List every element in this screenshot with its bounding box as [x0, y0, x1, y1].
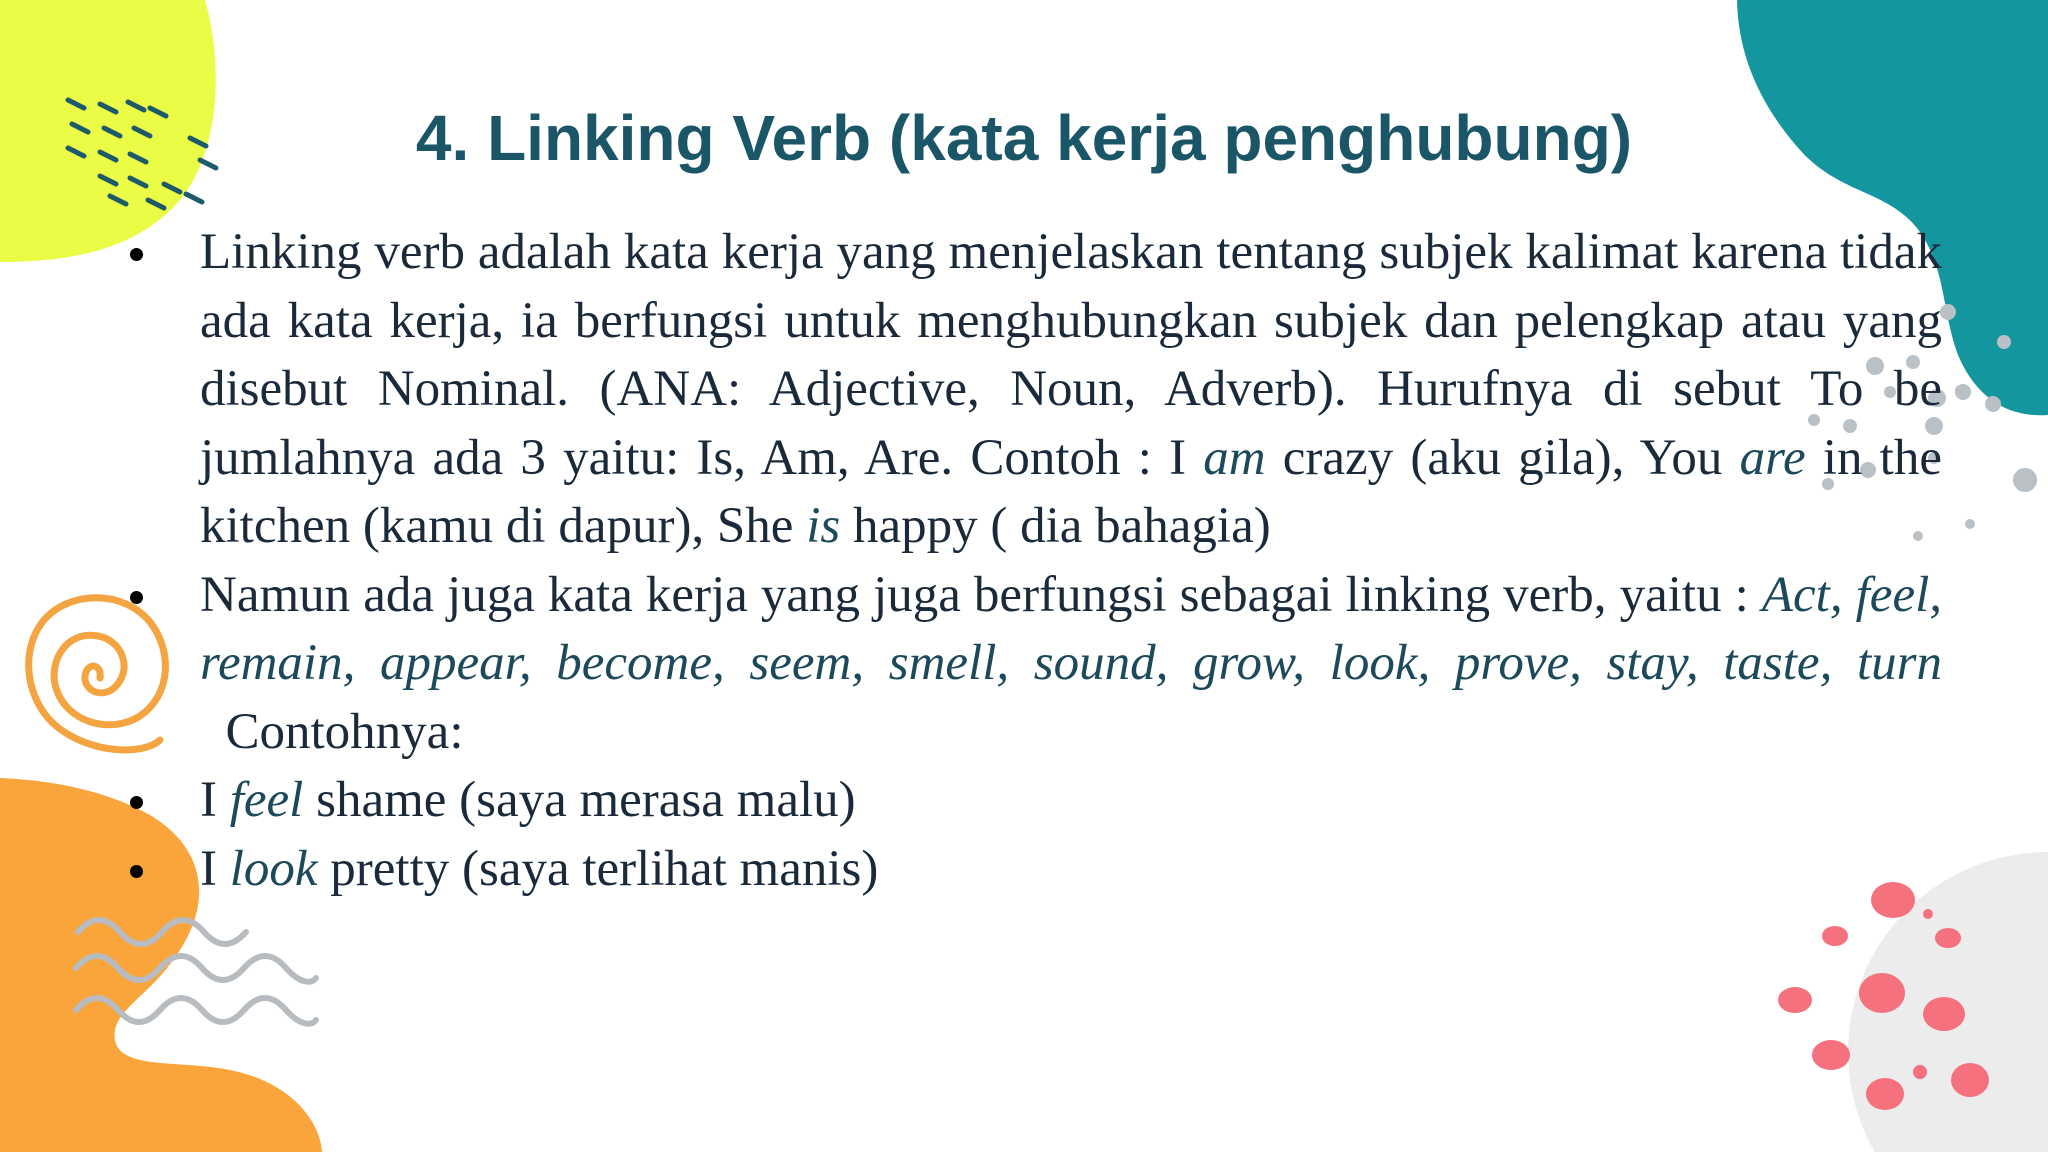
bullet-text: pretty (saya terlihat manis) [317, 840, 879, 897]
bullet-dot-icon [130, 796, 143, 809]
italic-word: are [1739, 429, 1806, 486]
italic-word: is [806, 498, 841, 554]
bullet-text: Contohnya: [200, 703, 464, 760]
bullet-item [200, 835, 1942, 904]
bullet-text: Linking verb adalah kata kerja yang menjelaskan tentang subjek kalimat karena tidak ada kata kerja, ia berfungsi untuk menghubungkan subjek dan pelengkap atau yang disebut Nominal. (ANA: Adjective, Noun, Adverb). Hurufnya di sebut To be jumlahnya ada 3 yaitu: Is, Am, Are. Contoh : I [200, 224, 1942, 486]
italic-word: look [229, 840, 318, 897]
bullet-text: happy ( dia bahagia) [840, 498, 1271, 554]
bullet-item [200, 561, 1942, 767]
bullet-dot-icon [130, 865, 143, 878]
slide-title: 4. Linking Verb (kata kerja penghubung) [415, 102, 1633, 174]
bullet-list [200, 218, 1942, 903]
italic-word: feel [229, 772, 304, 828]
bullet-text: I [200, 772, 230, 828]
italic-verb-list: Act, feel, remain, appear, become, seem, smell, sound, grow, look, prove, stay, taste, turn [200, 566, 1943, 691]
bullet-text: Namun ada juga kata kerja yang juga berfungsi sebagai linking verb, yaitu : [200, 566, 1762, 623]
bullet-text: shame (saya merasa malu) [303, 772, 856, 828]
swirl-icon [29, 598, 166, 750]
bullet-text: in the kitchen (kamu di dapur), She [200, 429, 1942, 554]
bullet-dot-icon [130, 248, 143, 261]
bullet-item [200, 218, 1942, 561]
bullet-text: I [200, 840, 230, 897]
bullet-item [200, 766, 1942, 835]
bullet-dot-icon [130, 591, 143, 604]
italic-word: am [1203, 429, 1266, 486]
bullet-text: crazy (aku gila), You [1265, 429, 1740, 486]
